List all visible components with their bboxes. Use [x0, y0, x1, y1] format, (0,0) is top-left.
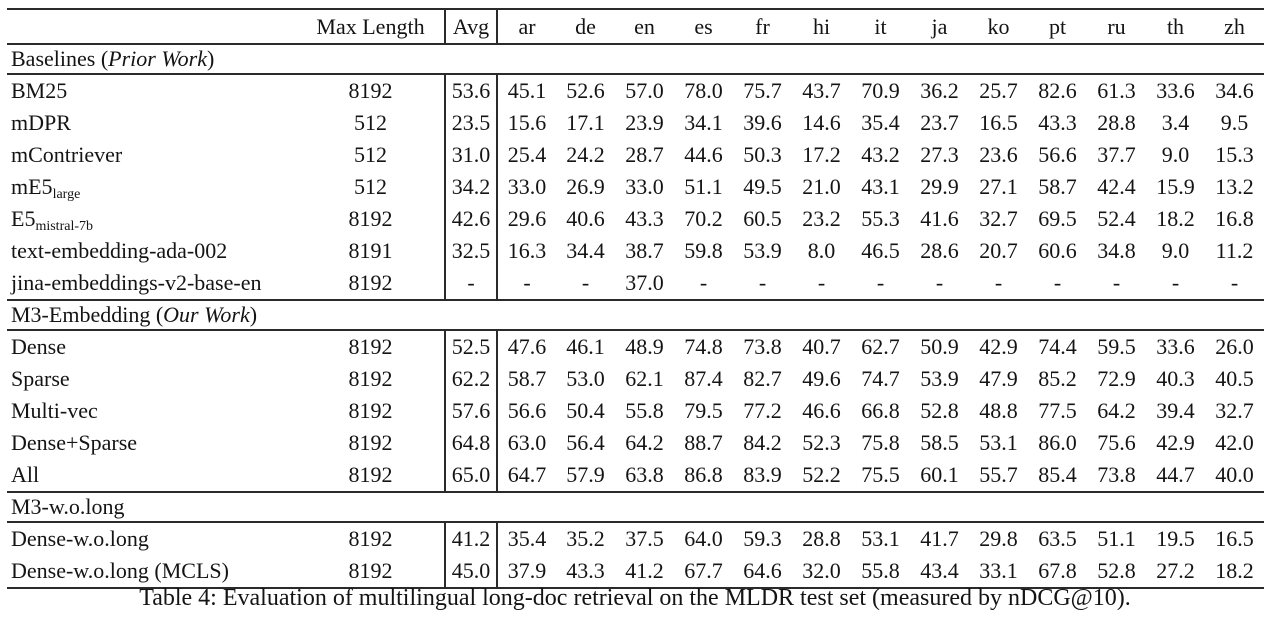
- value-cell-ru: 59.5: [1097, 334, 1136, 359]
- value-cell-ko: 27.1: [979, 174, 1018, 199]
- table-row: [7, 139, 1264, 171]
- value-cell-ko: 33.1: [979, 558, 1018, 583]
- value-cell-zh: 42.0: [1215, 430, 1254, 455]
- value-cell-ru: 51.1: [1097, 526, 1136, 551]
- section-title-pre: M3-w.o.long: [11, 494, 125, 519]
- value-cell-th: 33.6: [1156, 334, 1195, 359]
- avg-cell: 32.5: [445, 235, 497, 267]
- col-header-lang-ko: ko: [969, 9, 1028, 44]
- max-length-cell: 8192: [348, 78, 393, 103]
- value-cell-zh: 40.0: [1215, 462, 1254, 487]
- value-cell-ar: 16.3: [507, 238, 547, 263]
- value-cell-es: 78.0: [684, 78, 723, 103]
- value-cell-ja: 41.6: [920, 206, 959, 231]
- value-cell-de: 17.1: [566, 110, 605, 135]
- table-caption: Table 4: Evaluation of multilingual long-doc retrieval on the MLDR test set (measured by nDCG@10).: [139, 585, 1131, 611]
- value-cell-de: 57.9: [566, 462, 605, 487]
- value-cell-ja: 36.2: [920, 78, 959, 103]
- section-title-post: ): [249, 302, 258, 327]
- model-name-cell: [7, 363, 297, 395]
- section-header-row: [7, 44, 1264, 74]
- col-header-lang-it: it: [851, 9, 910, 44]
- value-cell-ru: 52.8: [1097, 558, 1136, 583]
- value-cell-de: 26.9: [566, 174, 605, 199]
- value-cell-ru: 73.8: [1097, 462, 1136, 487]
- avg-cell: 52.5: [445, 330, 497, 363]
- avg-cell: 23.5: [445, 107, 497, 139]
- model-name-cell: [7, 330, 297, 363]
- value-cell-ja: 29.9: [920, 174, 959, 199]
- value-cell-th: 39.4: [1156, 398, 1195, 423]
- value-cell-ko: 32.7: [979, 206, 1018, 231]
- value-cell-ar: 25.4: [507, 142, 547, 167]
- value-cell-it: 53.1: [861, 526, 900, 551]
- value-cell-pt: 58.7: [1038, 174, 1077, 199]
- model-name-cell: [7, 171, 297, 203]
- value-cell-ko: 25.7: [979, 78, 1018, 103]
- table-row: [7, 395, 1264, 427]
- header-row: [7, 9, 1264, 44]
- value-cell-es: -: [699, 270, 708, 295]
- model-name-cell: [7, 267, 297, 300]
- value-cell-hi: 17.2: [802, 142, 841, 167]
- model-name: jina-embeddings-v2-base-en: [11, 270, 262, 295]
- avg-cell: 45.0: [445, 555, 497, 588]
- value-cell-en: 37.5: [625, 526, 664, 551]
- max-length-cell: 8192: [348, 462, 393, 487]
- value-cell-hi: 46.6: [802, 398, 841, 423]
- value-cell-hi: 40.7: [802, 334, 841, 359]
- value-cell-es: 51.1: [684, 174, 723, 199]
- value-cell-fr: 77.2: [743, 398, 782, 423]
- value-cell-en: 48.9: [625, 334, 664, 359]
- avg-cell: 42.6: [445, 203, 497, 235]
- value-cell-ar: 35.4: [507, 526, 547, 551]
- value-cell-it: 55.3: [861, 206, 900, 231]
- avg-cell: 64.8: [445, 427, 497, 459]
- model-name-subscript: mistral-7b: [35, 219, 93, 234]
- table-container: [7, 8, 1264, 589]
- value-cell-th: 27.2: [1156, 558, 1195, 583]
- model-name: Dense+Sparse: [11, 430, 138, 455]
- value-cell-zh: 32.7: [1215, 398, 1254, 423]
- col-header-lang-th: th: [1146, 9, 1205, 44]
- value-cell-pt: 85.4: [1038, 462, 1077, 487]
- value-cell-en: 23.9: [625, 110, 664, 135]
- value-cell-it: -: [876, 270, 885, 295]
- value-cell-ja: 52.8: [920, 398, 959, 423]
- value-cell-de: 40.6: [566, 206, 605, 231]
- value-cell-pt: 60.6: [1038, 238, 1077, 263]
- table-row: [7, 555, 1264, 588]
- section-header-cell: [7, 492, 1264, 522]
- model-name: Dense-w.o.long: [11, 526, 149, 551]
- value-cell-ko: 53.1: [979, 430, 1018, 455]
- value-cell-ru: 34.8: [1097, 238, 1136, 263]
- table-head: [7, 9, 1264, 44]
- value-cell-es: 67.7: [684, 558, 723, 583]
- value-cell-ja: 43.4: [920, 558, 959, 583]
- value-cell-it: 43.1: [861, 174, 900, 199]
- table-row: [7, 459, 1264, 492]
- value-cell-ko: 47.9: [979, 366, 1018, 391]
- value-cell-fr: 64.6: [743, 558, 782, 583]
- value-cell-ru: 72.9: [1097, 366, 1136, 391]
- value-cell-ja: 50.9: [920, 334, 959, 359]
- value-cell-ru: 37.7: [1097, 142, 1136, 167]
- value-cell-zh: 26.0: [1215, 334, 1254, 359]
- value-cell-hi: 32.0: [802, 558, 841, 583]
- value-cell-it: 35.4: [861, 110, 900, 135]
- col-header-lang-ja: ja: [910, 9, 969, 44]
- value-cell-pt: 85.2: [1038, 366, 1077, 391]
- model-name: Multi-vec: [11, 398, 98, 423]
- results-table: [7, 8, 1264, 589]
- value-cell-pt: 69.5: [1038, 206, 1077, 231]
- value-cell-de: 46.1: [566, 334, 605, 359]
- value-cell-fr: 82.7: [743, 366, 782, 391]
- table-row: [7, 235, 1264, 267]
- value-cell-fr: 49.5: [743, 174, 782, 199]
- section-title-pre: M3-Embedding (: [11, 302, 164, 327]
- max-length-cell: 8192: [348, 398, 393, 423]
- value-cell-ko: 23.6: [979, 142, 1018, 167]
- value-cell-ko: 29.8: [979, 526, 1018, 551]
- value-cell-it: 66.8: [861, 398, 900, 423]
- model-name-cell: [7, 74, 297, 107]
- value-cell-zh: 16.5: [1215, 526, 1254, 551]
- value-cell-hi: 49.6: [802, 366, 841, 391]
- value-cell-hi: 28.8: [802, 526, 841, 551]
- value-cell-th: 44.7: [1156, 462, 1195, 487]
- value-cell-ru: 42.4: [1097, 174, 1136, 199]
- value-cell-en: 55.8: [625, 398, 664, 423]
- col-header-lang-zh: zh: [1205, 9, 1264, 44]
- value-cell-de: 34.4: [566, 238, 605, 263]
- value-cell-ko: 20.7: [979, 238, 1018, 263]
- col-header-lang-fr: fr: [733, 9, 792, 44]
- value-cell-fr: -: [758, 270, 767, 295]
- value-cell-ko: 48.8: [979, 398, 1018, 423]
- col-header-lang-ar: ar: [497, 9, 556, 44]
- table-row: [7, 74, 1264, 107]
- value-cell-en: 37.0: [625, 270, 664, 295]
- value-cell-hi: 21.0: [802, 174, 841, 199]
- model-name-cell: [7, 235, 297, 267]
- value-cell-es: 64.0: [684, 526, 723, 551]
- value-cell-ar: 15.6: [507, 110, 547, 135]
- table-row: [7, 203, 1264, 235]
- value-cell-ru: 52.4: [1097, 206, 1136, 231]
- value-cell-en: 41.2: [625, 558, 664, 583]
- value-cell-pt: -: [1053, 270, 1062, 295]
- value-cell-ar: 47.6: [507, 334, 547, 359]
- value-cell-th: 9.0: [1161, 142, 1190, 167]
- value-cell-ja: 60.1: [920, 462, 959, 487]
- table-row: [7, 522, 1264, 555]
- table-row: [7, 171, 1264, 203]
- value-cell-fr: 59.3: [743, 526, 782, 551]
- max-length-cell: 8192: [348, 334, 393, 359]
- max-length-cell: 512: [354, 110, 387, 135]
- avg-cell: 34.2: [445, 171, 497, 203]
- value-cell-ar: 56.6: [507, 398, 547, 423]
- value-cell-pt: 43.3: [1038, 110, 1077, 135]
- value-cell-de: 52.6: [566, 78, 605, 103]
- value-cell-ar: 29.6: [507, 206, 547, 231]
- value-cell-fr: 60.5: [743, 206, 782, 231]
- value-cell-es: 87.4: [684, 366, 723, 391]
- value-cell-it: 55.8: [861, 558, 900, 583]
- table-row: [7, 330, 1264, 363]
- value-cell-it: 75.5: [861, 462, 900, 487]
- value-cell-en: 57.0: [625, 78, 664, 103]
- avg-cell: 53.6: [445, 74, 497, 107]
- model-name-cell: [7, 459, 297, 492]
- col-header-model: [7, 9, 297, 44]
- model-name: Dense-w.o.long (MCLS): [11, 558, 229, 583]
- section-title-pre: Baselines (: [11, 46, 109, 71]
- table-body: [7, 44, 1264, 588]
- value-cell-zh: 9.5: [1220, 110, 1249, 135]
- value-cell-ja: 28.6: [920, 238, 959, 263]
- value-cell-pt: 74.4: [1038, 334, 1077, 359]
- value-cell-hi: 23.2: [802, 206, 841, 231]
- value-cell-th: 9.0: [1161, 238, 1190, 263]
- value-cell-ja: 23.7: [920, 110, 959, 135]
- avg-cell: 57.6: [445, 395, 497, 427]
- value-cell-pt: 56.6: [1038, 142, 1077, 167]
- value-cell-it: 75.8: [861, 430, 900, 455]
- table-row: [7, 107, 1264, 139]
- avg-cell: 65.0: [445, 459, 497, 492]
- max-length-cell: 8192: [348, 366, 393, 391]
- col-header-avg: Avg: [445, 9, 497, 44]
- model-name-cell: [7, 139, 297, 171]
- max-length-cell: 8191: [348, 238, 393, 263]
- value-cell-th: 15.9: [1156, 174, 1195, 199]
- value-cell-hi: 14.6: [802, 110, 841, 135]
- value-cell-zh: 16.8: [1215, 206, 1254, 231]
- col-header-lang-pt: pt: [1028, 9, 1087, 44]
- value-cell-es: 86.8: [684, 462, 723, 487]
- value-cell-it: 62.7: [861, 334, 900, 359]
- value-cell-fr: 84.2: [743, 430, 782, 455]
- value-cell-it: 46.5: [861, 238, 900, 263]
- model-name-subscript: large: [52, 187, 81, 202]
- value-cell-de: 50.4: [566, 398, 605, 423]
- max-length-cell: 512: [354, 174, 387, 199]
- value-cell-fr: 39.6: [743, 110, 782, 135]
- col-header-lang-ru: ru: [1087, 9, 1146, 44]
- max-length-cell: 8192: [348, 558, 393, 583]
- value-cell-ru: 64.2: [1097, 398, 1136, 423]
- value-cell-th: 18.2: [1156, 206, 1195, 231]
- model-name-cell: [7, 395, 297, 427]
- value-cell-es: 59.8: [684, 238, 723, 263]
- value-cell-hi: 8.0: [807, 238, 836, 263]
- section-header-row: [7, 492, 1264, 522]
- value-cell-ko: -: [994, 270, 1003, 295]
- value-cell-zh: -: [1230, 270, 1239, 295]
- value-cell-fr: 83.9: [743, 462, 782, 487]
- value-cell-th: 3.4: [1161, 110, 1190, 135]
- value-cell-th: 33.6: [1156, 78, 1195, 103]
- value-cell-hi: 52.3: [802, 430, 841, 455]
- value-cell-ar: 58.7: [507, 366, 547, 391]
- value-cell-en: 33.0: [625, 174, 664, 199]
- value-cell-pt: 86.0: [1038, 430, 1077, 455]
- value-cell-en: 64.2: [625, 430, 664, 455]
- value-cell-fr: 50.3: [743, 142, 782, 167]
- avg-cell: -: [445, 267, 497, 300]
- value-cell-it: 70.9: [861, 78, 900, 103]
- max-length-cell: 8192: [348, 270, 393, 295]
- value-cell-ru: 28.8: [1097, 110, 1136, 135]
- max-length-cell: 8192: [348, 430, 393, 455]
- avg-cell: 31.0: [445, 139, 497, 171]
- value-cell-ja: 41.7: [920, 526, 959, 551]
- value-cell-ja: -: [935, 270, 944, 295]
- model-name: mContriever: [11, 142, 123, 167]
- value-cell-es: 74.8: [684, 334, 723, 359]
- value-cell-zh: 40.5: [1215, 366, 1254, 391]
- model-name: Dense: [11, 334, 66, 359]
- value-cell-ja: 53.9: [920, 366, 959, 391]
- value-cell-pt: 82.6: [1038, 78, 1077, 103]
- value-cell-ar: -: [523, 270, 531, 295]
- value-cell-ru: 61.3: [1097, 78, 1136, 103]
- value-cell-th: -: [1171, 270, 1180, 295]
- value-cell-de: 53.0: [566, 366, 605, 391]
- value-cell-en: 38.7: [625, 238, 664, 263]
- model-name-cell: [7, 522, 297, 555]
- model-name: BM25: [11, 78, 68, 103]
- value-cell-ko: 16.5: [979, 110, 1018, 135]
- value-cell-pt: 77.5: [1038, 398, 1077, 423]
- value-cell-es: 44.6: [684, 142, 723, 167]
- value-cell-zh: 18.2: [1215, 558, 1254, 583]
- model-name-cell: [7, 427, 297, 459]
- value-cell-th: 40.3: [1156, 366, 1195, 391]
- value-cell-zh: 11.2: [1215, 238, 1254, 263]
- model-name: All: [11, 462, 40, 487]
- value-cell-ar: 37.9: [507, 558, 547, 583]
- model-name-cell: [7, 555, 297, 588]
- value-cell-ko: 55.7: [979, 462, 1018, 487]
- model-name: mDPR: [11, 110, 71, 135]
- col-header-max-length: Max Length: [297, 9, 445, 44]
- value-cell-zh: 34.6: [1215, 78, 1254, 103]
- value-cell-pt: 67.8: [1038, 558, 1077, 583]
- value-cell-ja: 27.3: [920, 142, 959, 167]
- value-cell-th: 19.5: [1156, 526, 1195, 551]
- value-cell-ja: 58.5: [920, 430, 959, 455]
- value-cell-fr: 75.7: [743, 78, 782, 103]
- value-cell-en: 63.8: [625, 462, 664, 487]
- value-cell-es: 88.7: [684, 430, 723, 455]
- value-cell-ru: -: [1112, 270, 1121, 295]
- table-row: [7, 427, 1264, 459]
- value-cell-ar: 64.7: [507, 462, 547, 487]
- section-header-cell: [7, 44, 1264, 74]
- section-title-post: ): [206, 46, 215, 71]
- value-cell-hi: 43.7: [802, 78, 841, 103]
- avg-cell: 41.2: [445, 522, 497, 555]
- value-cell-de: 24.2: [566, 142, 605, 167]
- value-cell-es: 70.2: [684, 206, 723, 231]
- value-cell-ar: 33.0: [507, 174, 547, 199]
- value-cell-zh: 15.3: [1215, 142, 1254, 167]
- col-header-lang-de: de: [556, 9, 615, 44]
- section-title-italic: Prior Work: [108, 46, 207, 71]
- value-cell-pt: 63.5: [1038, 526, 1077, 551]
- value-cell-en: 43.3: [625, 206, 664, 231]
- value-cell-de: 56.4: [566, 430, 605, 455]
- value-cell-en: 62.1: [625, 366, 664, 391]
- model-name: E5: [11, 206, 36, 231]
- value-cell-fr: 73.8: [743, 334, 782, 359]
- value-cell-zh: 13.2: [1215, 174, 1254, 199]
- value-cell-en: 28.7: [625, 142, 664, 167]
- model-name: mE5: [11, 174, 53, 199]
- value-cell-it: 74.7: [861, 366, 900, 391]
- max-length-cell: 8192: [348, 526, 393, 551]
- value-cell-th: 42.9: [1156, 430, 1195, 455]
- model-name-cell: [7, 107, 297, 139]
- value-cell-hi: 52.2: [802, 462, 841, 487]
- value-cell-fr: 53.9: [743, 238, 782, 263]
- value-cell-ar: 63.0: [507, 430, 547, 455]
- value-cell-es: 79.5: [684, 398, 723, 423]
- max-length-cell: 512: [354, 142, 387, 167]
- model-name-cell: [7, 203, 297, 235]
- value-cell-de: 43.3: [566, 558, 605, 583]
- table-row: [7, 363, 1264, 395]
- max-length-cell: 8192: [348, 206, 393, 231]
- table-row: [7, 267, 1264, 300]
- col-header-lang-en: en: [615, 9, 674, 44]
- col-header-lang-es: es: [674, 9, 733, 44]
- avg-cell: 62.2: [445, 363, 497, 395]
- value-cell-de: -: [581, 270, 590, 295]
- value-cell-es: 34.1: [684, 110, 723, 135]
- section-header-row: [7, 300, 1264, 330]
- section-title-italic: Our Work: [163, 302, 250, 327]
- model-name: Sparse: [11, 366, 70, 391]
- value-cell-ru: 75.6: [1097, 430, 1136, 455]
- value-cell-ar: 45.1: [507, 78, 547, 103]
- value-cell-it: 43.2: [861, 142, 900, 167]
- col-header-lang-hi: hi: [792, 9, 851, 44]
- model-name: text-embedding-ada-002: [11, 238, 228, 263]
- value-cell-de: 35.2: [566, 526, 605, 551]
- value-cell-hi: -: [817, 270, 826, 295]
- value-cell-ko: 42.9: [979, 334, 1018, 359]
- section-header-cell: [7, 300, 1264, 330]
